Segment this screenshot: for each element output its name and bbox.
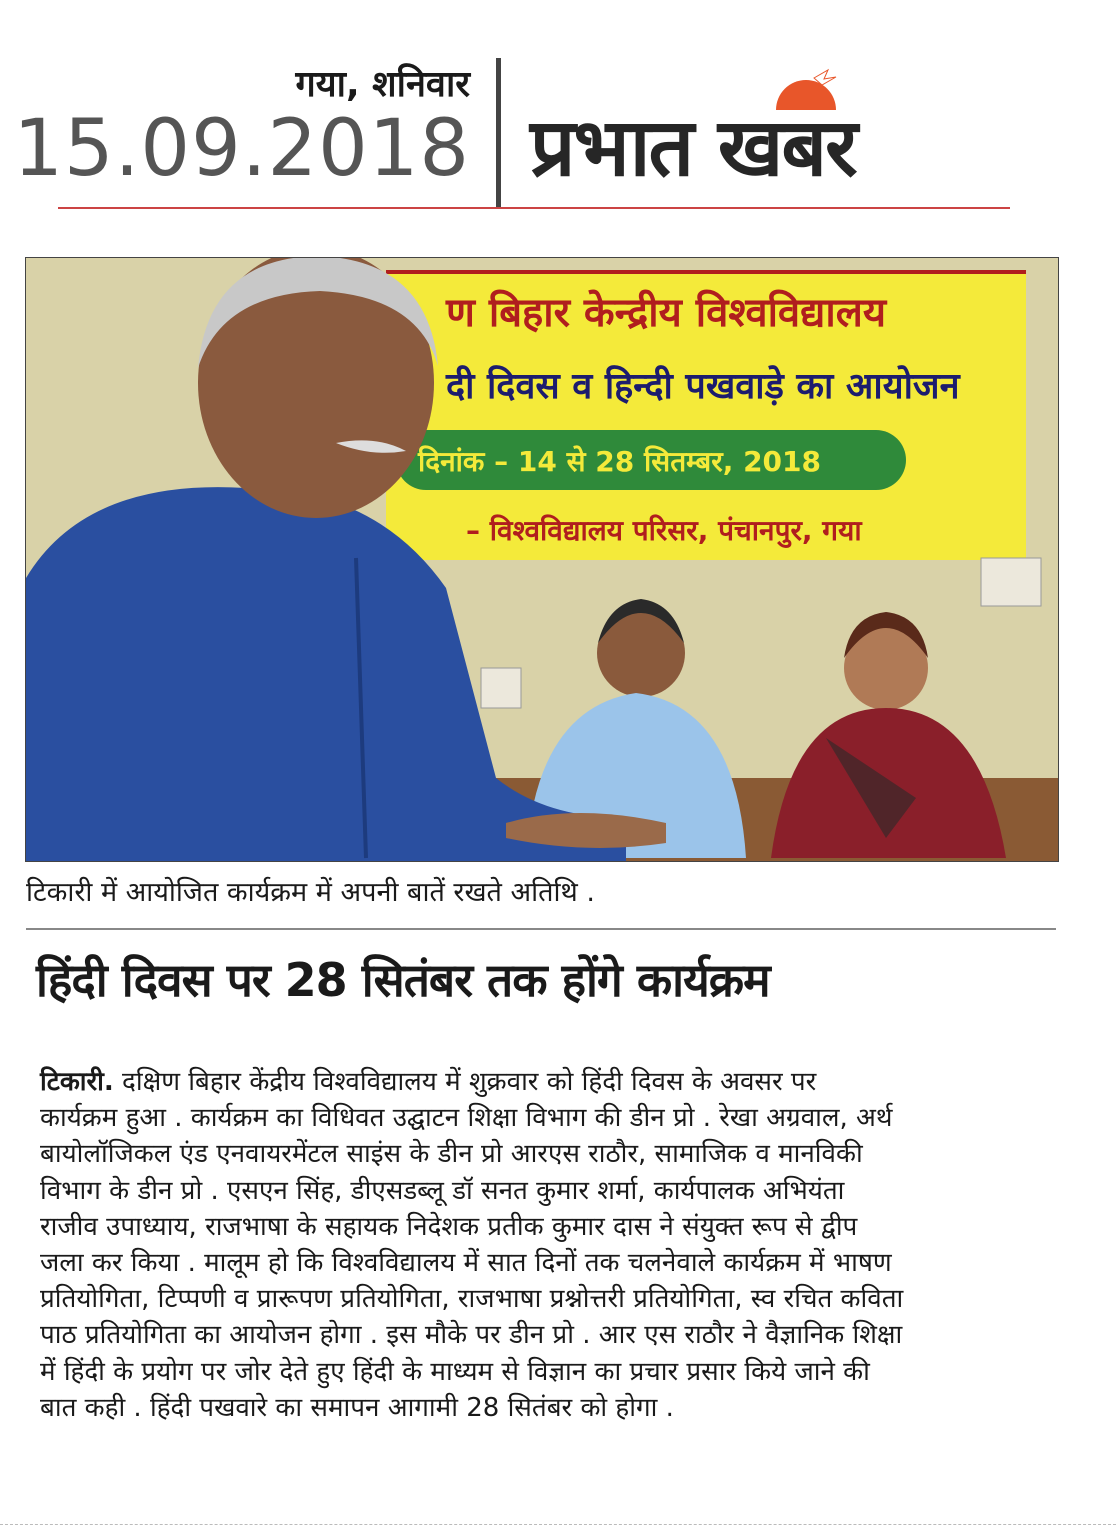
publication-date: 15.09.2018	[13, 104, 470, 194]
masthead-rule	[58, 207, 1010, 209]
page-bottom-rule	[0, 1524, 1116, 1526]
article-headline: हिंदी दिवस पर 28 सितंबर तक होंगे कार्यक्रम	[36, 953, 770, 1007]
article-line: विभाग के डीन प्रो . एसएन सिंह, डीएसडब्लू डॉ सनत कुमार शर्मा, कार्यपालक अभियंता	[40, 1175, 845, 1206]
banner-line-2: दी दिवस व हिन्दी पखवाड़े का आयोजन	[446, 366, 960, 407]
article-line: प्रतियोगिता, टिप्पणी व प्रारूपण प्रतियोगिता, राजभाषा प्रश्नोत्तरी प्रतियोगिता, स्व रचित कविता	[40, 1284, 904, 1315]
article-line	[40, 1064, 1080, 1100]
article-line: में हिंदी के प्रयोग पर जोर देते हुए हिंदी के माध्यम से विज्ञान का प्रचार प्रसार किये जाने की	[40, 1356, 870, 1387]
article-line: बायोलॉजिकल एंड एनवायरमेंटल साइंस के डीन प्रो आरएस राठौर, सामाजिक व मानविकी	[40, 1139, 863, 1170]
article-line: राजीव उपाध्याय, राजभाषा के सहायक निदेशक प्रतीक कुमार दास ने संयुक्त रूप से द्वीप	[40, 1211, 858, 1242]
caption-rule	[26, 928, 1056, 930]
newspaper-name: प्रभात खबर	[530, 101, 856, 194]
city-day: गया, शनिवार	[295, 64, 470, 105]
article-line: बात कही . हिंदी पखवारे का समापन आगामी 28 सितंबर को होगा .	[40, 1392, 674, 1423]
event-photo	[25, 257, 1059, 862]
photo-caption: टिकारी में आयोजित कार्यक्रम में अपनी बातें रखते अतिथि .	[26, 877, 595, 908]
banner-line-1: ण बिहार केन्द्रीय विश्वविद्यालय	[446, 290, 887, 336]
masthead	[0, 0, 1116, 220]
dateline: टिकारी.	[40, 1067, 114, 1097]
article-line: जला कर किया . मालूम हो कि विश्वविद्यालय में सात दिनों तक चलनेवाले कार्यक्रम में भाषण	[40, 1248, 892, 1279]
switchboard	[481, 668, 521, 708]
banner-line-4: – विश्वविद्यालय परिसर, पंचानपुर, गया	[466, 514, 862, 547]
masthead-divider	[496, 58, 501, 208]
banner-line-3: दिनांक – 14 से 28 सितम्बर, 2018	[418, 445, 822, 478]
article-line: पाठ प्रतियोगिता का आयोजन होगा . इस मौके पर डीन प्रो . आर एस राठौर ने वैज्ञानिक शिक्षा	[40, 1320, 903, 1351]
article-body	[40, 1064, 1080, 1426]
article-line: कार्यक्रम हुआ . कार्यक्रम का विधिवत उद्घाटन शिक्षा विभाग की डीन प्रो . रेखा अग्रवाल, अर्थ	[40, 1103, 893, 1134]
newspaper-logo	[530, 60, 1010, 210]
article-first-line: दक्षिण बिहार केंद्रीय विश्वविद्यालय में शुक्रवार को हिंदी दिवस के अवसर पर	[113, 1067, 817, 1097]
